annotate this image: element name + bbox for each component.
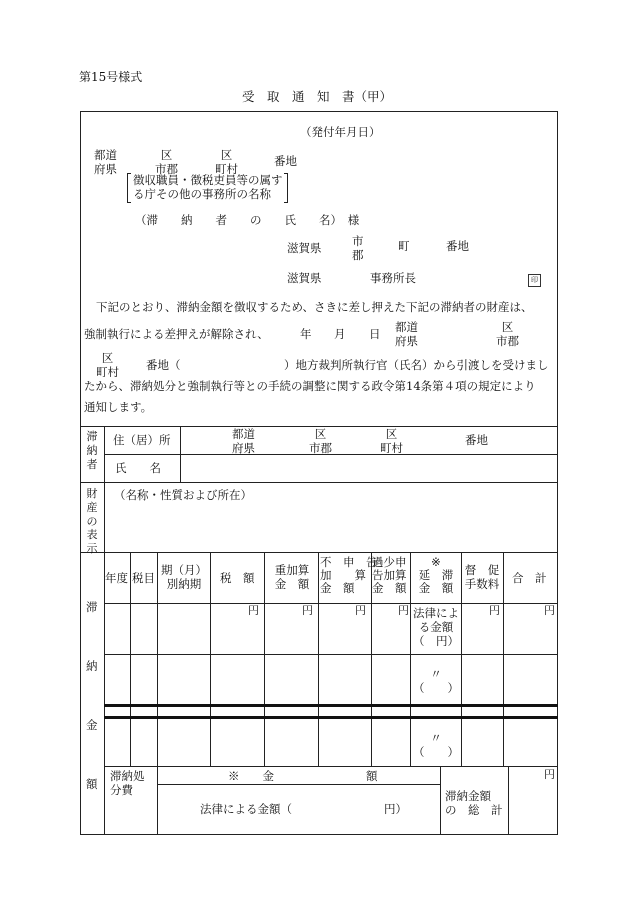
rule-property-bottom	[80, 552, 558, 553]
unit-nonfiling: 円	[355, 604, 366, 617]
taxpayer-side-label: 滞納者	[86, 430, 98, 471]
tp-ku-chouson: 区 町村	[380, 427, 403, 455]
disposal-cost-label: 滞納処 分費	[110, 769, 145, 797]
hdr-tax: 税 額	[220, 571, 255, 585]
sender-pref2: 滋賀県	[287, 271, 322, 285]
property-note: （名称・性質および所在）	[114, 488, 252, 502]
rule-col-year	[130, 552, 131, 766]
document-title: 受 取 通 知 書（甲）	[242, 89, 393, 104]
unit-fee: 円	[489, 604, 500, 617]
issue-date: （発付年月日）	[300, 125, 381, 139]
unit-grand-total: 円	[544, 768, 555, 781]
rule-double-top	[104, 704, 558, 707]
sender-town: 町	[398, 239, 410, 253]
rule-col-item	[157, 552, 158, 835]
arrears-side-2: 納	[86, 659, 98, 673]
rule-col-heavy	[318, 552, 319, 766]
addr-ku-shigun: 区 市郡	[155, 148, 178, 176]
rule-row3-bottom	[104, 766, 558, 767]
tp-banchi: 番地	[465, 433, 488, 447]
addr-ku-chouson: 区 町村	[215, 148, 238, 176]
addr-banchi: 番地	[274, 154, 297, 168]
body-ku-shigun: 区 市郡	[496, 320, 519, 348]
hdr-fee: 督 促 手数料	[464, 563, 500, 591]
body-line5: 通知します。	[84, 400, 153, 414]
hdr-delay: ※ 延 滞 金 額	[418, 555, 454, 596]
unit-tax: 円	[248, 604, 259, 617]
sender-banchi: 番地	[446, 239, 469, 253]
sender-office-chief: 事務所長	[370, 271, 416, 285]
body-line2: 強制執行による差押えが解除され、	[84, 327, 269, 341]
unit-heavy: 円	[302, 604, 313, 617]
arrears-side-1: 滞	[86, 600, 98, 614]
rule-disposal-right	[440, 766, 441, 835]
body-month: 月	[334, 327, 346, 341]
disposal-legal-amount: 法律による金額（ 円）	[200, 802, 407, 816]
unit-total: 円	[544, 604, 555, 617]
hdr-heavy: 重加算 金 額	[274, 563, 310, 591]
office-name-bracket-left	[127, 173, 131, 203]
rule-col-period	[210, 552, 211, 766]
body-day: 日	[369, 327, 381, 341]
taxpayer-name-line: （滞 納 者 の 氏 名） 様	[135, 213, 360, 227]
body-todofuken: 都道 府県	[395, 320, 418, 348]
property-side-label: 財産の表示	[86, 487, 98, 555]
rule-grandtotal-right	[508, 766, 509, 835]
rule-col-tax	[264, 552, 265, 766]
grand-total-label: 滞納金額 の 総 計	[445, 789, 503, 817]
sender-city: 市 郡	[352, 234, 364, 262]
body-line1: 下記のとおり、滞納金額を徴収するため、さきに差し押えた下記の滞納者の財産は、	[96, 300, 533, 314]
hdr-item: 税目	[132, 571, 155, 585]
form-number: 第15号様式	[79, 70, 143, 84]
sender-pref: 滋賀県	[287, 241, 322, 255]
hdr-underreport: 過少申 告加算 金 額	[372, 555, 407, 596]
hdr-period: 期（月） 別納期	[161, 563, 207, 591]
address-label: 住（居）所	[113, 433, 171, 447]
rule-taxpayer-bottom	[80, 482, 558, 483]
unit-underreport: 円	[398, 604, 409, 617]
body-line3: 番地（ ）地方裁判所執行官（氏名）から引渡しを受けまし	[146, 358, 549, 372]
rule-row1-bottom	[104, 654, 558, 655]
body-ku-chouson: 区 町村	[96, 351, 119, 379]
rule-arrears-side	[104, 552, 105, 835]
hdr-nonfiling: 不 申 告 加 算 金 額	[320, 555, 378, 596]
rule-col-fee	[503, 552, 504, 766]
office-name-line2: る庁その他の事務所の名称	[133, 187, 271, 201]
arrears-side-3: 金	[86, 718, 98, 732]
name-label: 氏 名	[115, 461, 161, 475]
hdr-total: 合 計	[512, 571, 547, 585]
rule-disposal-mid	[157, 784, 440, 785]
body-year: 年	[300, 327, 312, 341]
rule-double-bottom	[104, 716, 558, 719]
addr-todofuken: 都道 府県	[94, 148, 117, 176]
tp-todofuken: 都道 府県	[232, 427, 255, 455]
hdr-year: 年度	[105, 571, 128, 585]
rule-col-underreport	[410, 552, 411, 766]
ditto-row3: 〃 （ ）	[413, 731, 459, 760]
tp-ku-shigun: 区 市郡	[309, 427, 332, 455]
office-name-bracket-right	[284, 173, 288, 203]
disposal-amount-label: ※ 金 額	[228, 769, 378, 783]
ditto-row2: 〃 （ ）	[413, 667, 459, 696]
office-name-line1: 徴収職員・徴税吏員等の属す	[133, 173, 283, 187]
seal-icon: 印	[528, 274, 541, 287]
arrears-side-4: 額	[86, 777, 98, 791]
body-line4: たから、滞納処分と強制執行等との手続の調整に関する政令第14条第４項の規定により	[84, 379, 536, 393]
legal-amount: 法律によ る金額 （ 円）	[413, 606, 459, 648]
rule-property-side	[104, 482, 105, 552]
